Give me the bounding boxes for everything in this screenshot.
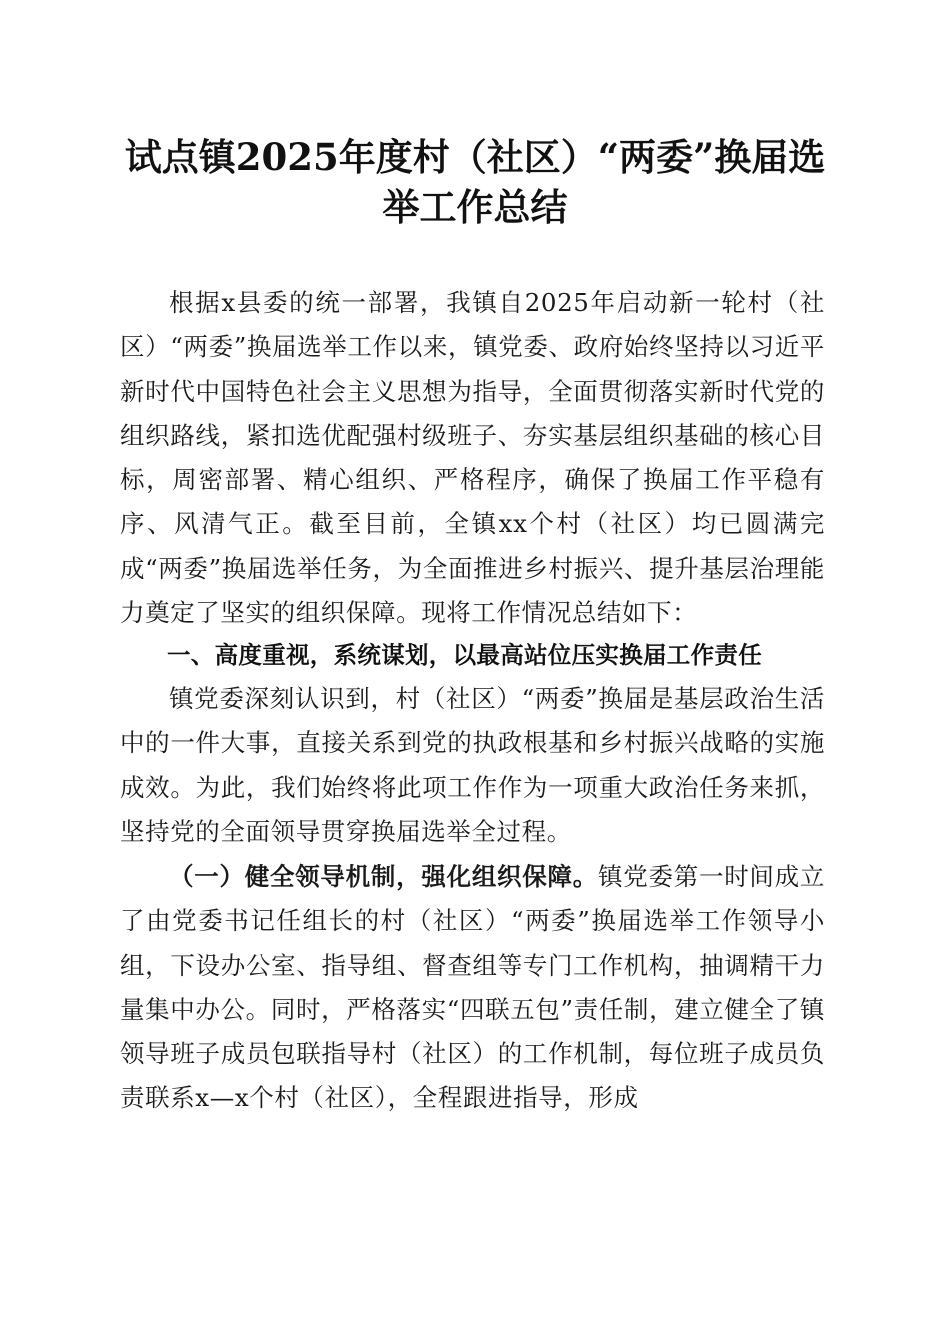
- intro-paragraph: 根据x县委的统一部署，我镇自2025年启动新一轮村（社区）“两委”换届选举工作以来，镇党委、政府始终坚持以习近平新时代中国特色社会主义思想为指导，全面贯彻落实新时代党的组织路线，紧扣选优配强村级班子、夯实基层组织基础的核心目标，周密部署、精心组织、严格程序，确保了换届工作平稳有序、风清气正。截至目前，全镇xx个村（社区）均已圆满完成“两委”换届选举任务，为全面推进乡村振兴、提升基层治理能力奠定了坚实的组织保障。现将工作情况总结如下：: [120, 288, 825, 628]
- section-1-heading: 一、高度重视，系统谋划，以最高站位压实换届工作责任: [167, 641, 762, 669]
- document-title: 试点镇2025年度村（社区）“两委”换届选举工作总结: [124, 135, 826, 229]
- section-1-paragraph: 镇党委深刻认识到，村（社区）“两委”换届是基层政治生活中的一件大事，直接关系到党的执政根基和乡村振兴战略的实施成效。为此，我们始终将此项工作作为一项重大政治任务来抓，坚持党的全面领导贯穿换届选举全过程。: [120, 684, 825, 846]
- subsection-1-text: 镇党委第一时间成立了由党委书记任组长的村（社区）“两委”换届选举工作领导小组，下设办公室、指导组、督查组等专门工作机构，抽调精干力量集中办公。同时，严格落实“四联五包”责任制，建立健全了镇领导班子成员包联指导村（社区）的工作机制，每位班子成员负责联系x—x个村（社区），全程跟进指导，形成: [120, 862, 825, 1113]
- subsection-1-paragraph: [120, 855, 825, 1121]
- subsection-1-lead: （一）健全领导机制，强化组织保障。: [169, 862, 599, 891]
